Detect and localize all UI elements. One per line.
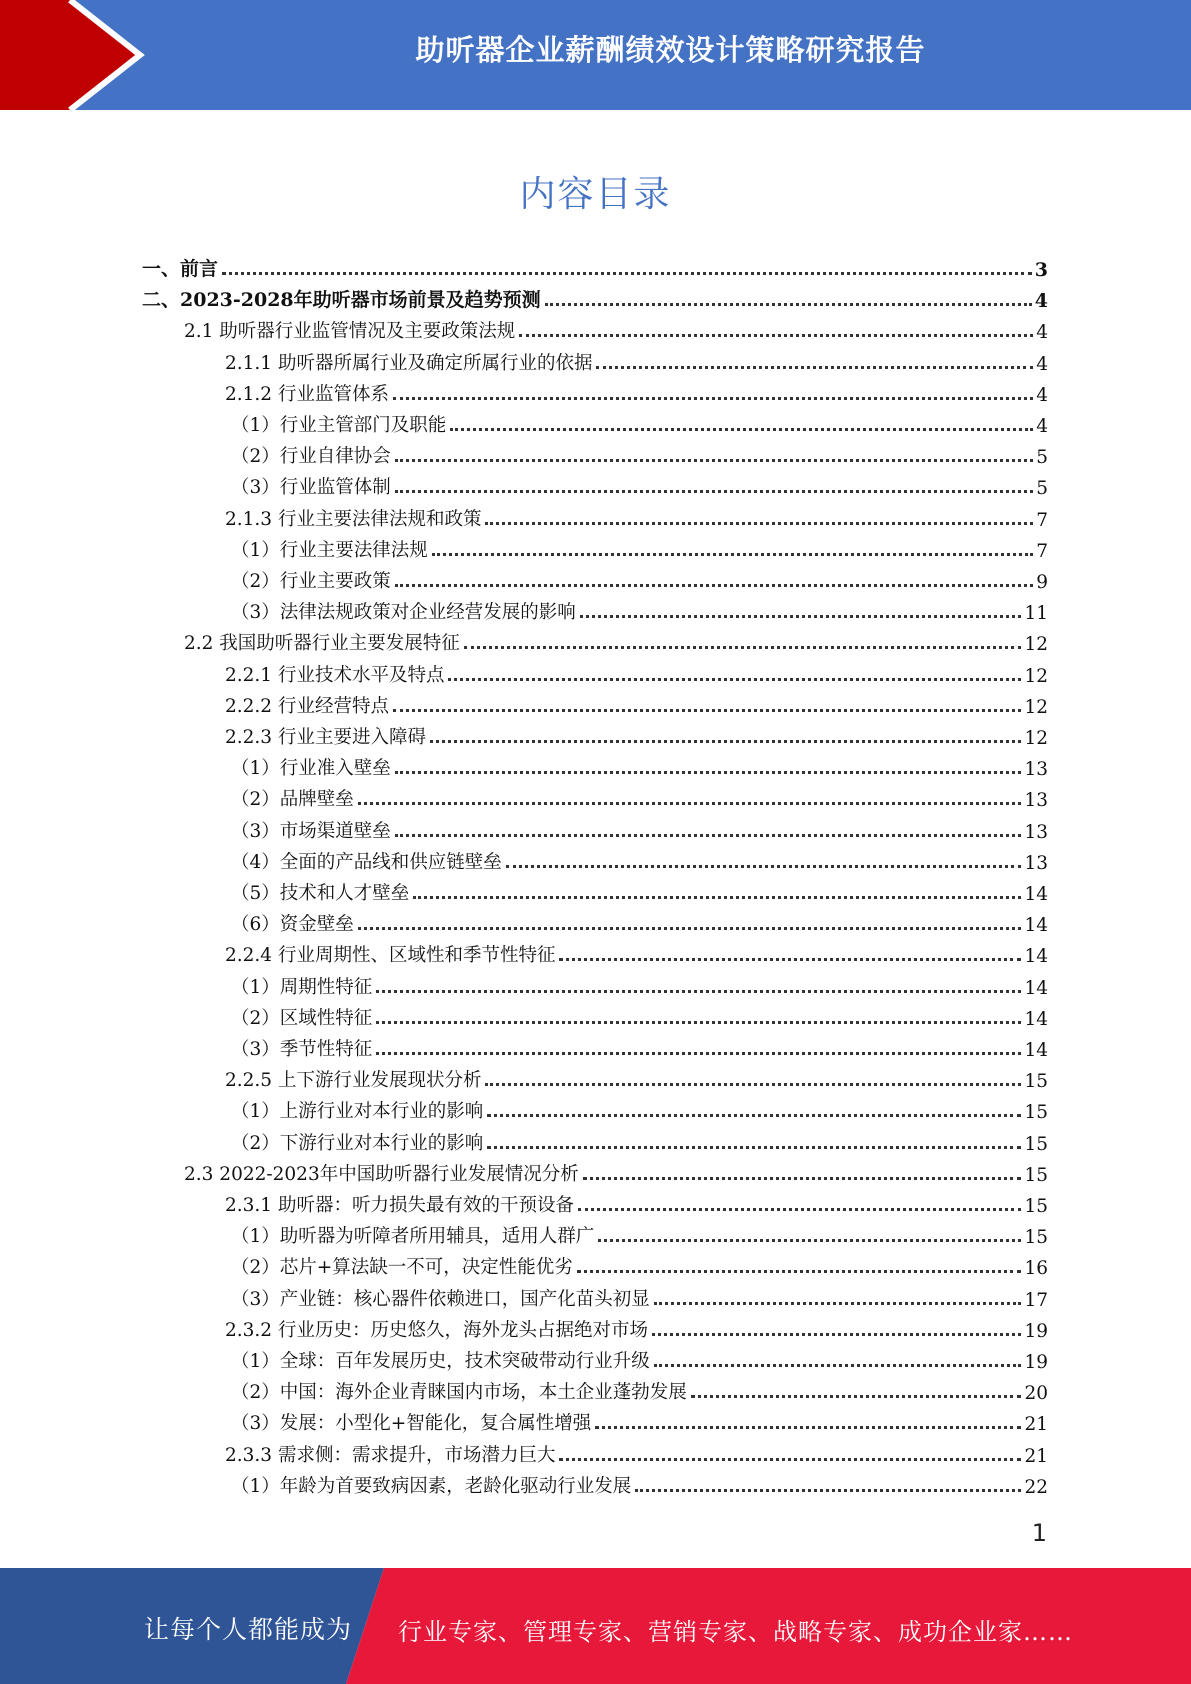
toc-entry[interactable] <box>231 908 1048 936</box>
toc-entry-title: 2.2.4 行业周期性、区域性和季节性特征 <box>225 945 556 967</box>
toc-entry[interactable] <box>231 1376 1048 1404</box>
toc-entry[interactable] <box>225 659 1048 687</box>
toc-entry[interactable] <box>142 284 1048 312</box>
toc-entry-page: 14 <box>1024 1040 1048 1061</box>
toc-leader-dots <box>395 458 1033 462</box>
toc-entry-title: 2.1.3 行业主要法律法规和政策 <box>225 508 482 530</box>
toc-entry[interactable] <box>225 721 1048 749</box>
toc-entry-title: （3）发展：小型化+智能化，复合属性增强 <box>231 1413 592 1435</box>
toc-entry-page: 4 <box>1034 290 1048 313</box>
toc-entry-page: 7 <box>1036 509 1048 531</box>
toc-entry-page: 21 <box>1024 1445 1048 1467</box>
footer-slogan-right: 行业专家、管理专家、营销专家、战略专家、成功企业家…… <box>398 1618 1073 1646</box>
toc-entry-page: 5 <box>1036 447 1048 469</box>
toc-entry-title: （2）芯片+算法缺一不可，决定性能优劣 <box>231 1257 573 1279</box>
toc-entry[interactable] <box>225 1064 1048 1092</box>
toc-entry[interactable] <box>231 1407 1048 1435</box>
toc-entry[interactable] <box>231 1002 1048 1030</box>
toc-leader-dots <box>432 552 1033 556</box>
toc-entry-title: （3）市场渠道壁垒 <box>231 820 391 842</box>
toc-leader-dots <box>559 1457 1021 1461</box>
toc-entry-page: 4 <box>1036 322 1048 344</box>
toc-entry[interactable] <box>231 783 1048 811</box>
toc-entry[interactable] <box>231 1283 1048 1311</box>
toc-entry-title: （6）资金壁垒 <box>231 914 354 936</box>
toc-entry-page: 20 <box>1024 1383 1048 1405</box>
toc-leader-dots <box>376 1020 1021 1024</box>
toc-entry[interactable] <box>225 939 1048 967</box>
toc-entry-page: 17 <box>1024 1289 1048 1311</box>
toc-entry-page: 13 <box>1024 759 1048 781</box>
toc-entry[interactable] <box>225 1439 1048 1467</box>
toc-entry-page: 4 <box>1036 416 1048 437</box>
header-title: 助听器企业薪酬绩效设计策略研究报告 <box>415 33 926 67</box>
toc-entry[interactable] <box>231 1033 1048 1061</box>
toc-entry-page: 13 <box>1024 821 1048 843</box>
toc-entry-title: （1）行业准入壁垒 <box>231 758 391 780</box>
toc-entry-page: 15 <box>1024 1071 1048 1093</box>
toc-entry-page: 15 <box>1024 1196 1048 1217</box>
toc-leader-dots <box>635 1488 1021 1492</box>
toc-entry-title: （2）品牌壁垒 <box>231 789 354 811</box>
toc-leader-dots <box>654 1363 1022 1367</box>
toc-leader-dots <box>578 1207 1021 1211</box>
toc-entry-title: 2.1 助听器行业监管情况及主要政策法规 <box>184 321 516 343</box>
toc-leader-dots <box>358 801 1022 805</box>
toc-leader-dots <box>376 989 1021 993</box>
toc-entry-title: （3）行业监管体制 <box>231 477 391 499</box>
toc-entry[interactable] <box>225 1314 1048 1342</box>
toc-entry-title: （1）年龄为首要致病因素，老龄化驱动行业发展 <box>231 1475 632 1497</box>
toc-leader-dots <box>395 833 1022 837</box>
toc-entry[interactable] <box>231 1095 1048 1123</box>
toc-entry-page: 9 <box>1036 572 1048 593</box>
toc-leader-dots <box>487 1145 1021 1149</box>
toc-leader-dots <box>583 1176 1022 1180</box>
toc-entry[interactable] <box>231 596 1048 624</box>
toc-entry-page: 4 <box>1036 353 1048 375</box>
toc-entry-page: 14 <box>1024 946 1048 968</box>
footer-slogan-left: 让每个人都能成为 <box>144 1615 353 1644</box>
toc-entry-title: 2.2.3 行业主要进入障碍 <box>225 727 426 748</box>
toc-entry-title: （2）下游行业对本行业的影响 <box>231 1132 484 1154</box>
toc-entry-title: 二、2023-2028年助听器市场前景及趋势预测 <box>142 289 541 312</box>
toc-entry[interactable] <box>231 471 1048 499</box>
toc-entry-page: 14 <box>1024 915 1048 937</box>
toc-entry[interactable] <box>231 1470 1048 1498</box>
toc-leader-dots <box>545 302 1032 306</box>
page-footer <box>0 1568 1191 1684</box>
toc-leader-dots <box>595 1425 1021 1429</box>
toc-leader-dots <box>485 1082 1021 1086</box>
toc-leader-dots <box>598 1238 1021 1242</box>
toc-entry-page: 19 <box>1024 1352 1048 1373</box>
toc-entry-page: 15 <box>1024 1227 1048 1249</box>
toc-entry-page: 14 <box>1024 884 1048 905</box>
toc-leader-dots <box>506 864 1022 868</box>
toc-leader-dots <box>395 583 1033 587</box>
toc-leader-dots <box>450 427 1033 431</box>
toc-leader-dots <box>654 1301 1022 1305</box>
toc-leader-dots <box>577 1269 1022 1273</box>
toc-entry-title: （1）全球：百年发展历史，技术突破带动行业升级 <box>231 1351 650 1372</box>
toc-entry[interactable] <box>142 253 1048 281</box>
toc-leader-dots <box>485 521 1033 525</box>
toc-entry-page: 19 <box>1024 1320 1048 1342</box>
toc-leader-dots <box>393 708 1021 712</box>
toc-entry-page: 5 <box>1036 478 1048 500</box>
toc-entry-title: 2.2.2 行业经营特点 <box>225 695 389 717</box>
toc-leader-dots <box>376 1051 1021 1055</box>
toc-heading: 内容目录 <box>519 174 672 215</box>
toc-leader-dots <box>222 271 1032 275</box>
toc-entry-title: 2.3.1 助听器：听力损失最有效的干预设备 <box>225 1195 574 1216</box>
toc-entry-page: 15 <box>1024 1102 1048 1124</box>
toc-entry-page: 4 <box>1036 384 1048 406</box>
toc-leader-dots <box>559 957 1021 961</box>
toc-entry-title: （5）技术和人才壁垒 <box>231 883 410 904</box>
toc-leader-dots <box>464 645 1022 649</box>
toc-entry[interactable] <box>225 690 1048 718</box>
toc-entry-title: 2.2.1 行业技术水平及特点 <box>225 664 445 686</box>
page-number: 1 <box>1031 1519 1047 1547</box>
toc-leader-dots <box>487 1113 1021 1117</box>
toc-entry-title: 2.3.3 需求侧：需求提升，市场潜力巨大 <box>225 1444 556 1466</box>
toc-leader-dots <box>596 365 1033 369</box>
toc-entry-title: （2）中国：海外企业青睐国内市场，本土企业蓬勃发展 <box>231 1382 687 1404</box>
toc-leader-dots <box>393 396 1033 400</box>
toc-entry-title: 一、前言 <box>142 258 219 280</box>
toc-entry-page: 7 <box>1036 540 1048 562</box>
page-header <box>0 0 1191 110</box>
toc-entry-title: 2.2.5 上下游行业发展现状分析 <box>225 1070 482 1092</box>
toc-entry-title: （1）行业主要法律法规 <box>231 539 428 561</box>
toc-entry-title: （2）行业自律协会 <box>231 446 391 468</box>
toc-entry-page: 13 <box>1024 790 1048 812</box>
toc-entry-title: （2）区域性特征 <box>231 1007 373 1029</box>
toc-entry-title: （3）季节性特征 <box>231 1039 373 1060</box>
toc-entry-title: （4）全面的产品线和供应链壁垒 <box>231 851 502 873</box>
toc-entry[interactable] <box>231 815 1048 843</box>
toc-entry-title: （3）产业链：核心器件依赖进口，国产化苗头初显 <box>231 1288 650 1310</box>
toc-entry[interactable] <box>231 565 1048 593</box>
toc-entry-page: 13 <box>1024 852 1048 874</box>
toc-entry[interactable] <box>231 1345 1048 1373</box>
toc-entry-page: 15 <box>1024 1164 1048 1186</box>
toc-leader-dots <box>580 614 1022 618</box>
toc-entry-title: （3）法律法规政策对企业经营发展的影响 <box>231 602 576 624</box>
toc-entry-page: 16 <box>1024 1258 1048 1280</box>
toc-entry[interactable] <box>184 1158 1048 1186</box>
toc-entry[interactable] <box>231 440 1048 468</box>
toc-entry-title: 2.2 我国助听器行业主要发展特征 <box>184 633 460 655</box>
toc-entry-title: （1）行业主管部门及职能 <box>231 415 447 436</box>
toc-entry[interactable] <box>231 409 1048 437</box>
toc-entry-page: 14 <box>1024 977 1048 999</box>
toc-entry-page: 12 <box>1024 665 1048 687</box>
toc-entry-title: （1）周期性特征 <box>231 976 373 998</box>
toc-entry[interactable] <box>225 378 1048 406</box>
toc-entry-title: 2.3 2022-2023年中国助听器行业发展情况分析 <box>184 1163 579 1185</box>
toc-entry[interactable] <box>231 1220 1048 1248</box>
toc-entry-page: 15 <box>1024 1133 1048 1155</box>
toc-entry[interactable] <box>231 752 1048 780</box>
toc-entry-page: 21 <box>1024 1414 1048 1436</box>
toc-leader-dots <box>652 1332 1021 1336</box>
toc-entry[interactable] <box>231 1127 1048 1155</box>
toc-leader-dots <box>413 895 1021 899</box>
toc-leader-dots <box>430 739 1021 743</box>
toc-entry-title: （1）助听器为听障者所用辅具，适用人群广 <box>231 1226 595 1248</box>
toc-leader-dots <box>519 333 1033 337</box>
toc-entry-page: 11 <box>1024 603 1048 625</box>
toc-entry-title: 2.1.1 助听器所属行业及确定所属行业的依据 <box>225 352 593 374</box>
toc-entry[interactable] <box>231 1251 1048 1279</box>
toc-entry-title: 2.3.2 行业历史：历史悠久，海外龙头占据绝对市场 <box>225 1319 648 1341</box>
toc-leader-dots <box>691 1394 1022 1398</box>
toc-leader-dots <box>358 926 1022 930</box>
toc-leader-dots <box>395 489 1033 493</box>
toc-entry[interactable] <box>231 846 1048 874</box>
toc-entry[interactable] <box>225 503 1048 531</box>
toc-entry-title: （1）上游行业对本行业的影响 <box>231 1101 484 1123</box>
toc-entry[interactable] <box>184 627 1048 655</box>
toc-entry[interactable] <box>225 1189 1048 1217</box>
toc-entry-page: 22 <box>1024 1476 1048 1498</box>
toc-leader-dots <box>395 770 1022 774</box>
toc-leader-dots <box>448 677 1021 681</box>
toc-entry[interactable] <box>231 971 1048 999</box>
toc-entry[interactable] <box>184 315 1048 343</box>
toc-entry-title: （2）行业主要政策 <box>231 571 391 592</box>
toc-entry-page: 12 <box>1024 696 1048 718</box>
toc-entry-page: 12 <box>1024 728 1048 749</box>
toc-entry-page: 14 <box>1024 1008 1048 1030</box>
toc-entry[interactable] <box>231 534 1048 562</box>
toc-entry[interactable] <box>225 347 1048 375</box>
toc-entry-page: 12 <box>1024 634 1048 656</box>
toc-entry-title: 2.1.2 行业监管体系 <box>225 383 389 405</box>
toc-entry[interactable] <box>231 877 1048 905</box>
toc-entry-page: 3 <box>1034 259 1048 281</box>
